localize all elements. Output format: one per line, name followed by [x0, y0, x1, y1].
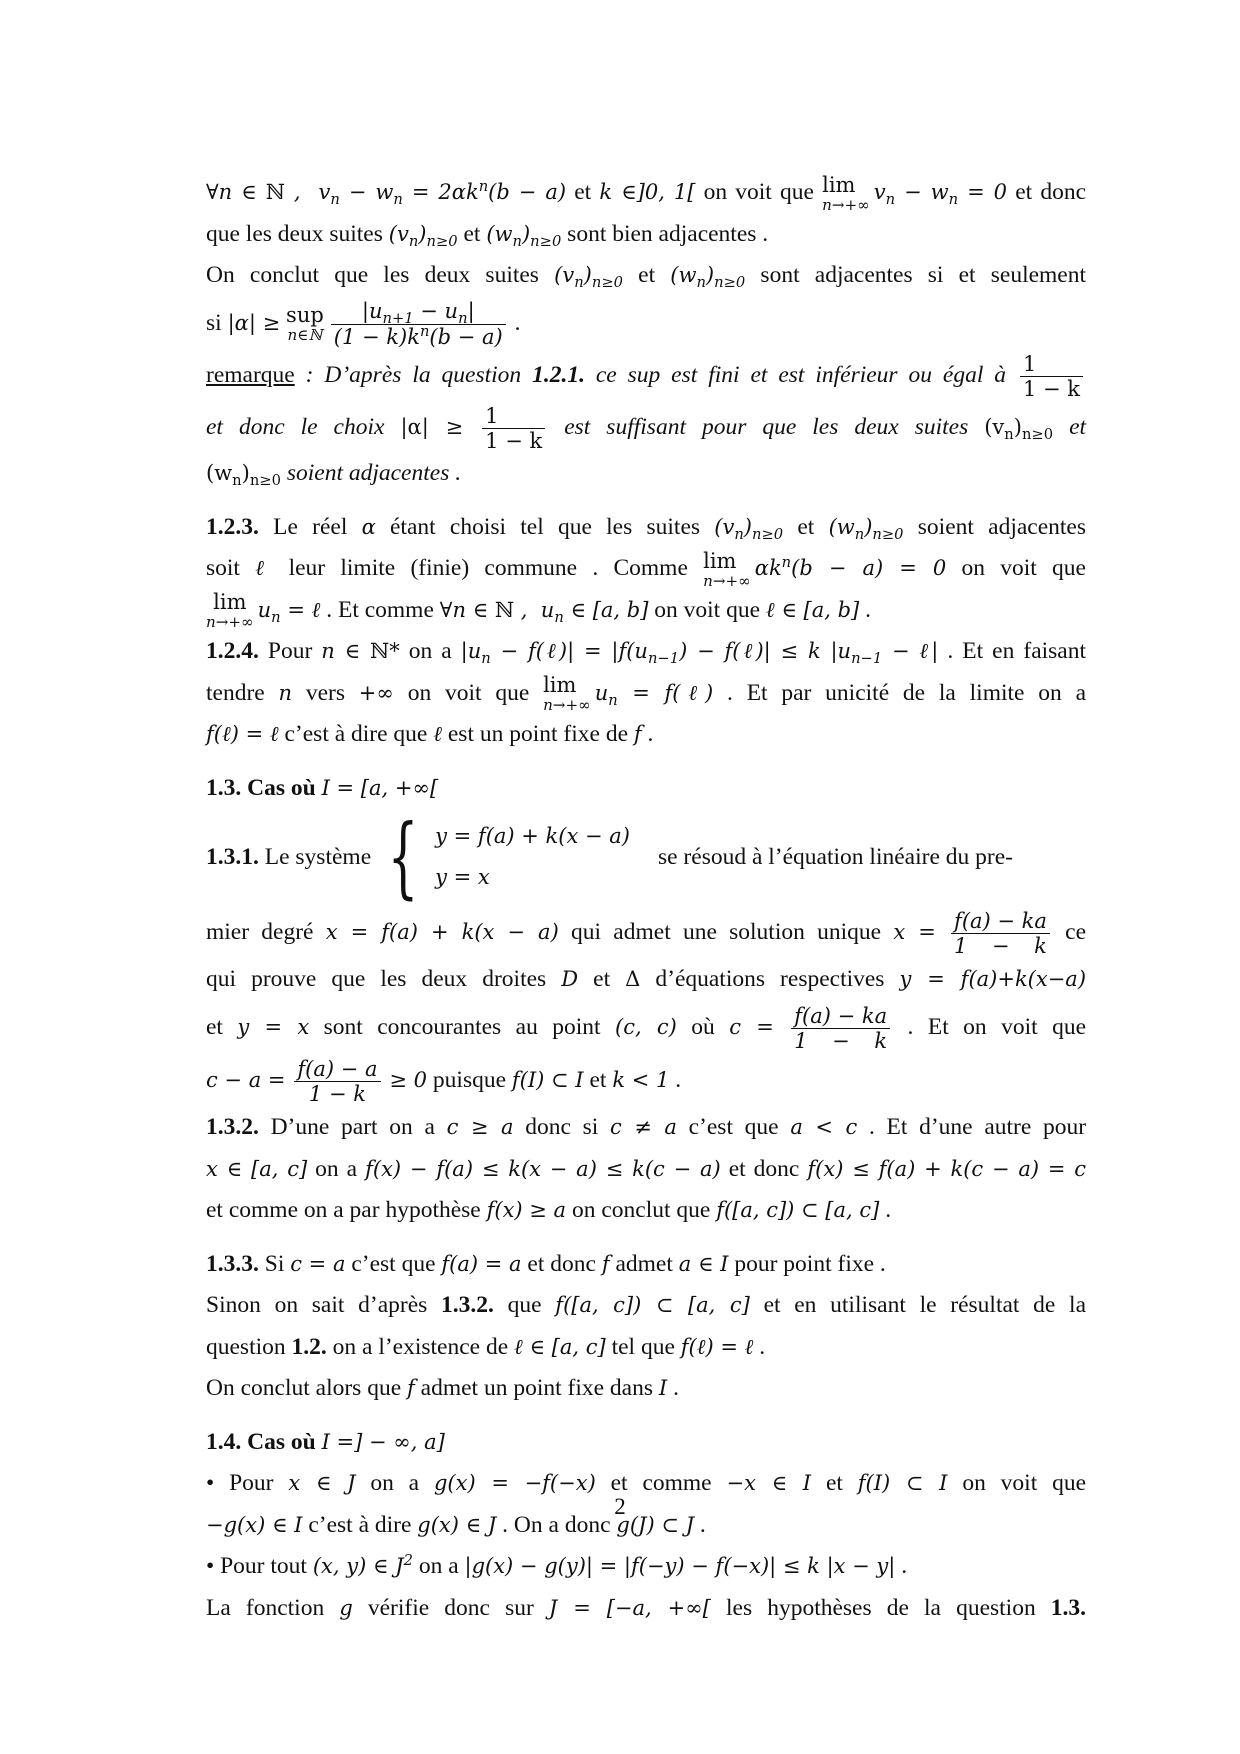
text: et — [589, 1067, 607, 1093]
remark: remarque : D’après la question 1.2.1. ce sup est fini et est inférieur ou égal à $\frac{1}{1 - k}$ — [206, 349, 1086, 401]
text: que les deux suites — [206, 220, 383, 247]
paragraph: qui prouve que les deux droites D et Δ d’équations respectives y = f(a)+k(x−a) — [206, 966, 1087, 993]
text: pour point fixe . — [734, 1250, 886, 1277]
section-heading: 1.4. Cas où I =] − ∞, a] — [206, 1428, 445, 1455]
paragraph: 1.3.3. Si c = a c’est que f(a) = a et donc f admet a ∈ I pour point fixe . — [206, 1250, 886, 1277]
text: et — [206, 1013, 223, 1040]
section-label: 1.3.3. — [206, 1250, 259, 1277]
remark: et donc le choix |α| ≥ $\frac{1}{1 - k}$ est suffisant pour que les deux suites $(v_n)_{n\ge 0}$ et — [206, 403, 1087, 454]
text: où — [691, 1013, 715, 1040]
text: On conclut alors que — [206, 1375, 402, 1401]
text: et donc — [1015, 179, 1087, 205]
text: ce — [1065, 919, 1087, 946]
paragraph: et comme on a par hypothèse f(x) ≥ a on conclut que f([a, c]) ⊂ [a, c] . — [206, 1197, 892, 1223]
text: on voit que — [407, 679, 530, 706]
paragraph: La fonction g vérifie donc sur J = [−a, +∞[ les hypothèses de la question 1.3. — [206, 1594, 1087, 1621]
paragraph: 1.2.3. Le réel α étant choisi tel que les suites $(v_n)_{n\ge 0}$ et $(w_n)_{n\ge 0}$ soient adjacentes — [206, 513, 1086, 543]
page-number: 2 — [614, 1494, 626, 1519]
text: et donc le choix — [206, 414, 385, 440]
text: on voit que — [961, 555, 1086, 582]
text: étant choisi tel que les suites — [390, 513, 701, 540]
text: on voit que — [654, 596, 761, 623]
text: si — [206, 309, 222, 336]
text: et donc — [527, 1250, 596, 1277]
text: donc si — [525, 1114, 599, 1140]
text: c’est que — [351, 1250, 436, 1277]
system-equation: 1.3.1. Le système { y = f(a) + k(x − a) y = x se résoud à l’équation linéaire du pre- — [206, 805, 1013, 909]
text: que — [493, 1292, 542, 1318]
text: tendre — [206, 679, 265, 706]
section-label: 1.4. Cas où — [206, 1428, 316, 1455]
paragraph: 1.3.2. D’une part on a c ≥ a donc si c ≠ a c’est que a < c . Et d’une autre pour — [206, 1114, 1087, 1140]
ref: 1.2.1. — [532, 361, 585, 388]
paragraph: • Pour x ∈ J on a g(x) = −f(−x) et comme −x ∈ I et f(I) ⊂ I on voit que — [206, 1470, 1087, 1496]
text: vers — [305, 679, 345, 706]
paragraph: x ∈ [a, c] on a f(x) − f(a) ≤ k(x − a) ≤ k(c − a) et donc f(x) ≤ f(a) + k(c − a) = c — [206, 1155, 1087, 1182]
paragraph: f(ℓ) = ℓ c’est à dire que ℓ est un point fixe de f . — [206, 721, 654, 748]
remark: $(w_n)_{n\ge 0}$ soient adjacentes . — [206, 460, 462, 490]
section-heading: 1.3. Cas où I = [a, +∞[ — [206, 774, 439, 801]
text: Le système — [258, 843, 372, 870]
paragraph: que les deux suites $(v_n)_{n\ge 0}$ et $(w_n)_{n\ge 0}$ sont bien adjacentes . — [206, 220, 769, 250]
text: Sinon on sait d’après — [206, 1292, 442, 1318]
paragraph: lim n→+∞ $u_n$ = ℓ . Et comme ∀n ∈ ℕ , $u_n$ ∈ [a, b] on voit que ℓ ∈ [a, b] . — [206, 590, 871, 632]
text: La fonction — [206, 1594, 325, 1621]
text: qui admet une solution unique — [571, 919, 882, 946]
text: • Pour tout — [206, 1553, 307, 1579]
paragraph: −g(x) ∈ I c’est à dire g(x) ∈ J . On a donc g(J) ⊂ J . — [206, 1511, 706, 1538]
text: soient adjacentes — [917, 513, 1086, 540]
section-label: 1.3.2. — [206, 1114, 259, 1140]
text: leur limite (finie) commune . Comme — [288, 555, 688, 582]
text: on a — [408, 638, 452, 665]
text: c’est que — [688, 1114, 779, 1140]
text: on a — [418, 1553, 459, 1579]
ref: 1.3.2. — [441, 1292, 494, 1318]
text: et comme on a par hypothèse — [206, 1197, 481, 1223]
paragraph: c − a = $\frac{f(a) - a}{1 - k}$ ≥ 0 puisque f(I) ⊂ I et k < 1 . — [206, 1056, 682, 1107]
text: est un point fixe de — [447, 721, 629, 748]
text: . Et par unicité de la limite on a — [727, 679, 1086, 706]
text: on a l’existence de — [326, 1333, 509, 1360]
section-label: 1.2.4. — [206, 638, 259, 665]
paragraph: Sinon on sait d’après 1.3.2. que f([a, c]) ⊂ [a, c] et en utilisant le résultat de la — [206, 1292, 1087, 1318]
remark-label: remarque — [206, 361, 295, 388]
text: question — [206, 1333, 292, 1360]
text: et — [593, 966, 611, 993]
text: et — [1069, 414, 1087, 440]
text: . Et d’une autre pour — [868, 1114, 1087, 1140]
text: sont concourantes au point — [323, 1013, 601, 1040]
text: . Et comme — [326, 596, 434, 623]
text: mier degré — [206, 919, 314, 946]
text: c’est à dire que — [284, 721, 428, 748]
ref: 1.2. — [291, 1333, 327, 1360]
text: . Et on voit que — [907, 1013, 1087, 1040]
text: admet un point fixe dans — [420, 1375, 654, 1401]
text: c’est à dire — [308, 1511, 412, 1538]
text: On conclut que les deux suites — [206, 262, 539, 288]
text: on voit que — [962, 1470, 1087, 1496]
text: se résoud à l’équation linéaire du pre- — [657, 843, 1013, 870]
text: Si — [258, 1250, 285, 1277]
text: on voit que — [703, 179, 814, 205]
text: on a — [315, 1155, 358, 1182]
text: on a — [370, 1470, 420, 1496]
text: est suffisant pour que les deux suites — [564, 414, 969, 440]
text: les hypothèses de la question — [726, 1594, 1051, 1621]
text: tel que — [611, 1333, 675, 1360]
text: Pour — [258, 638, 313, 665]
text: et — [825, 1470, 843, 1496]
text: . Et en faisant — [947, 638, 1087, 665]
paragraph: • Pour tout (x, y) ∈ $J^2$ on a |g(x) − g(y)| = |f(−y) − f(−x)| ≤ k |x − y| . — [206, 1552, 908, 1579]
paragraph: On conclut alors que f admet un point fixe dans I . — [206, 1375, 679, 1401]
ref: 1.3. — [1050, 1594, 1087, 1621]
text: D’une part on a — [258, 1114, 435, 1140]
paragraph: si |α| ≥ sup n∈ℕ $\frac{|u_{n+1} - u_n|}{(1 - k)k^n(b - a)}$ . — [206, 299, 521, 349]
text: admet — [615, 1250, 673, 1277]
text: . On a donc — [502, 1511, 611, 1538]
paragraph: 1.2.4. Pour n ∈ ℕ* on a $|u_n$ − f(ℓ)| = $|f(u_{n-1})$ − f(ℓ)| ≤ k $|u_{n-1}$ − ℓ| . Et en faisant — [206, 638, 1087, 668]
text: : D’après la question — [294, 361, 533, 388]
text: on conclut que — [571, 1197, 711, 1223]
paragraph: ∀n ∈ ℕ , $v_n - w_n = 2\alpha k^n(b - a)$ et k ∈]0, 1[ on voit que lim n→+∞ $v_n - w_n = 0$ et donc — [206, 172, 1087, 214]
text: ce sup est fini et est inférieur ou égal à — [584, 361, 1007, 388]
text: puisque — [432, 1067, 507, 1093]
text: soit — [206, 555, 240, 582]
section-label: 1.2.3. — [206, 513, 259, 540]
paragraph: soit ℓ leur limite (finie) commune . Comme lim n→+∞ $\alpha k^n(b - a) = 0$ on voit que — [206, 548, 1086, 590]
paragraph: tendre n vers +∞ on voit que lim n→+∞ $u_n$ = f(ℓ) . Et par unicité de la limite on a — [206, 673, 1086, 715]
text: sont bien adjacentes . — [567, 220, 769, 247]
paragraph: et y = x sont concourantes au point (c, c) où c = $\frac{f(a) - ka}{1 - k}$ . Et on voit que — [206, 1003, 1087, 1053]
paragraph: mier degré x = f(a) + k(x − a) qui admet une solution unique x = $\frac{f(a) - ka}{1 - k}$ ce — [206, 909, 1087, 959]
section-label: 1.3. Cas où — [206, 774, 316, 801]
page-body — [206, 172, 1086, 1629]
paragraph: question 1.2. on a l’existence de ℓ ∈ [a, c] tel que f(ℓ) = ℓ . — [206, 1333, 766, 1360]
text: d’équations respectives — [655, 966, 885, 993]
text: qui prouve que les deux droites — [206, 966, 547, 993]
text: soient adjacentes . — [286, 460, 462, 487]
text: Le réel — [258, 513, 348, 540]
text: et en utilisant le résultat de la — [763, 1292, 1087, 1318]
text: et donc — [728, 1155, 800, 1182]
text: • Pour — [206, 1470, 274, 1496]
paragraph: On conclut que les deux suites $(v_n)_{n\ge 0}$ et $(w_n)_{n\ge 0}$ sont adjacentes si et seulement — [206, 262, 1087, 292]
text: et comme — [610, 1470, 712, 1496]
section-label: 1.3.1. — [206, 843, 259, 870]
text: vérifie donc sur — [367, 1594, 534, 1621]
text: sont adjacentes si et seulement — [760, 262, 1087, 288]
